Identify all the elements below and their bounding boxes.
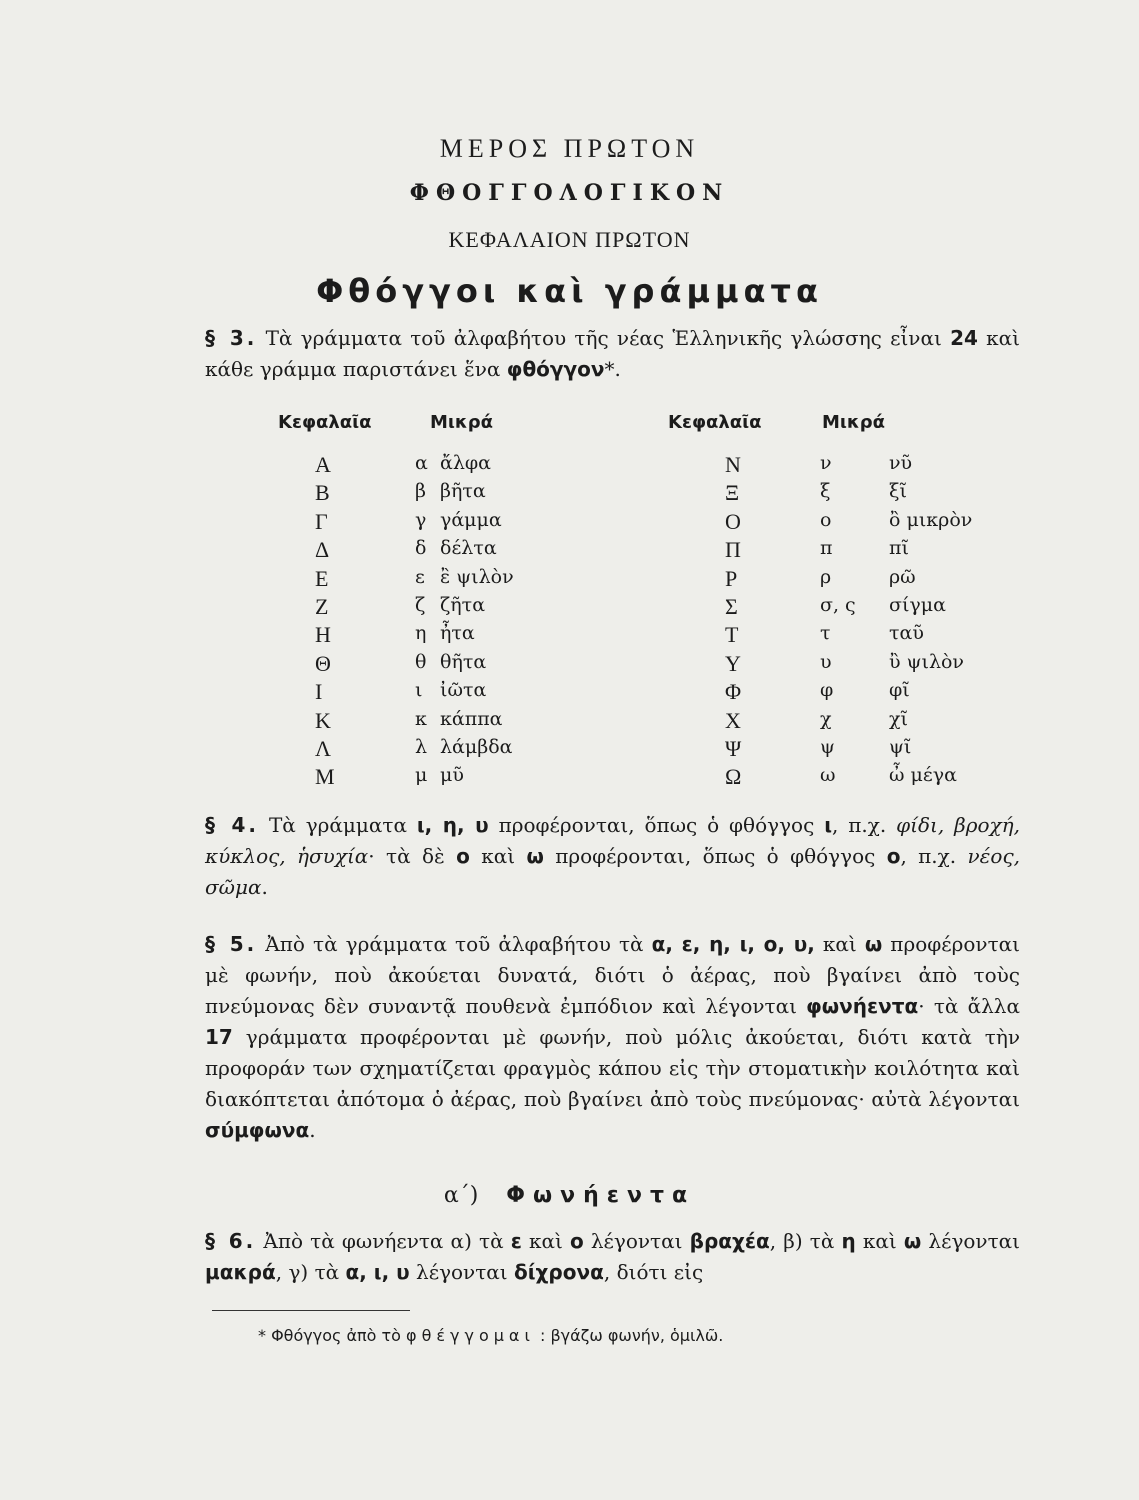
capital-letter-right: Ω bbox=[725, 764, 742, 790]
letter-name-right: ὒ ψιλὸν bbox=[889, 650, 964, 673]
header-capitals-left: Κεφαλαῖα bbox=[278, 412, 372, 433]
small-letter-right: υ bbox=[820, 650, 832, 673]
letter-name-right: ὦ μέγα bbox=[889, 764, 957, 787]
letter-name-left: γάμμα bbox=[440, 508, 502, 531]
subsection-heading: α΄) Φωνήεντα bbox=[443, 1183, 696, 1208]
capital-letter-left: Κ bbox=[315, 707, 331, 733]
capital-letter-left: Θ bbox=[315, 650, 331, 676]
header-small-right: Μικρά bbox=[822, 412, 885, 433]
capital-letter-left: Μ bbox=[315, 764, 335, 790]
letter-name-right: ρῶ bbox=[889, 565, 916, 588]
letter-name-right: ψῖ bbox=[889, 736, 912, 758]
capital-letter-left: Ε bbox=[315, 565, 329, 591]
letter-name-left: θῆτα bbox=[440, 650, 487, 673]
capital-letter-left: Γ bbox=[315, 508, 328, 534]
chapter-title: Φθόγγοι καὶ γράμματα bbox=[316, 272, 823, 310]
paragraph-5: § 5. Ἀπὸ τὰ γράμματα τοῦ ἀλφαβήτου τὰ α, ε, η, ι, ο, υ, καὶ ω προφέρονται μὲ φωνήν, ποὺ ἀκούεται δυνατά, διότι ὁ ἀέρας, ποὺ βγαίνει ἀπὸ τοὺς πνεύμονας δὲν συναντᾷ πουθενὰ ἐμπόδιον καὶ λέγονται φωνήεντα· τὰ ἄλλα 17 γράμματα προφέρονται μὲ φωνήν, ποὺ μόλις ἀκούεται, διότι κατὰ τὴν προφοράν των σχηματίζεται φραγμὸς κάπου εἰς τὴν στοματικὴν κοιλότητα καὶ διακόπτεται ἀπότομα ὁ ἀέρας, ποὺ βγαίνει ἀπὸ τοὺς πνεύμονας· αὐτὰ λέγονται σύμφωνα. bbox=[205, 932, 1020, 1142]
capital-letter-left: Β bbox=[315, 480, 330, 506]
small-letter-left: θ bbox=[415, 650, 427, 673]
small-letter-left: η bbox=[415, 622, 427, 645]
letter-name-right: νῦ bbox=[889, 452, 913, 474]
small-letter-right: χ bbox=[820, 707, 832, 730]
part-heading: ΜΕΡΟΣ ΠΡΩΤΟΝ bbox=[439, 134, 700, 163]
small-letter-left: δ bbox=[415, 537, 427, 560]
small-letter-right: τ bbox=[820, 622, 831, 645]
footnote: * Φθόγγος ἀπὸ τὸ φθέγγομαι : βγάζω φωνήν, ὁμιλῶ. bbox=[258, 1326, 724, 1345]
footnote-divider bbox=[212, 1310, 410, 1311]
paragraph-number: § 5. bbox=[205, 932, 258, 956]
small-letter-left: ι bbox=[415, 679, 423, 702]
paragraph-number: § 3. bbox=[205, 326, 258, 350]
section-heading: ΦΘΟΓΓΟΛΟΓΙΚΟΝ bbox=[409, 180, 730, 206]
chapter-heading: ΚΕΦΑΛΑΙΟΝ ΠΡΩΤΟΝ bbox=[448, 227, 691, 252]
letter-name-right: χῖ bbox=[889, 707, 908, 730]
capital-letter-left: Η bbox=[315, 622, 331, 648]
small-letter-right: ρ bbox=[820, 565, 832, 588]
capital-letter-right: Φ bbox=[725, 679, 742, 705]
capital-letter-right: Π bbox=[725, 537, 741, 563]
paragraph-6: § 6. Ἀπὸ τὰ φωνήεντα α) τὰ ε καὶ ο λέγονται βραχέα, β) τὰ η καὶ ω λέγονται μακρά, γ) τὰ α, ι, υ λέγονται δίχρονα, διότι εἰς bbox=[205, 1229, 1021, 1284]
capital-letter-right: Σ bbox=[725, 594, 738, 619]
small-letter-left: ε bbox=[415, 565, 425, 588]
paragraph-number: § 6. bbox=[205, 1229, 257, 1253]
small-letter-left: α bbox=[415, 452, 428, 474]
letter-name-left: ἰῶτα bbox=[440, 679, 487, 702]
paragraph-3: § 3. Τὰ γράμματα τοῦ ἀλφαβήτου τῆς νέας Ἑλληνικῆς γλώσσης εἶναι 24 καὶ κάθε γράμμα παριστάνει ἕνα φθόγγον*. bbox=[205, 326, 1020, 381]
letter-name-left: ἄλφα bbox=[440, 452, 492, 474]
small-letter-right: ξ bbox=[820, 480, 831, 503]
capital-letter-left: Δ bbox=[315, 537, 330, 563]
capital-letter-right: Ψ bbox=[725, 736, 742, 761]
small-letter-left: β bbox=[415, 480, 426, 503]
letter-name-left: κάππα bbox=[440, 707, 503, 730]
capital-letter-right: Τ bbox=[725, 622, 739, 648]
letter-name-right: ὂ μικρὸν bbox=[889, 508, 973, 531]
small-letter-right: π bbox=[820, 537, 833, 560]
letter-name-right: ταῦ bbox=[889, 622, 924, 645]
letter-name-left: ἦτα bbox=[440, 622, 475, 645]
capital-letter-left: Ζ bbox=[315, 594, 329, 619]
letter-name-left: δέλτα bbox=[440, 537, 497, 560]
capital-letter-right: Ξ bbox=[725, 480, 740, 506]
capital-letter-left: Λ bbox=[315, 736, 331, 761]
letter-name-right: πῖ bbox=[889, 537, 909, 560]
small-letter-right: ο bbox=[820, 508, 832, 531]
capital-letter-right: Ν bbox=[725, 452, 741, 477]
capital-letter-right: Ρ bbox=[725, 565, 738, 591]
small-letter-left: κ bbox=[415, 707, 427, 730]
capital-letter-left: Α bbox=[315, 452, 331, 477]
letter-name-left: λάμβδα bbox=[440, 736, 513, 758]
small-letter-right: ν bbox=[820, 452, 832, 474]
letter-name-right: φῖ bbox=[889, 679, 910, 702]
letter-name-right: σίγμα bbox=[889, 594, 946, 616]
paragraph-number: § 4. bbox=[205, 813, 260, 837]
letter-name-left: βῆτα bbox=[440, 480, 486, 503]
header-capitals-right: Κεφαλαῖα bbox=[668, 412, 762, 433]
capital-letter-right: Υ bbox=[725, 650, 741, 676]
small-letter-right: ω bbox=[820, 764, 836, 787]
letter-name-left: ἒ ψιλὸν bbox=[440, 565, 514, 588]
letter-name-left: ζῆτα bbox=[440, 594, 486, 616]
small-letter-left: ζ bbox=[415, 594, 426, 616]
paragraph-4: § 4. Τὰ γράμματα ι, η, υ προφέρονται, ὅπως ὁ φθόγγος ι, π.χ. φίδι, βροχή, κύκλος, ἡσυχία· τὰ δὲ ο καὶ ω προφέρονται, ὅπως ὁ φθόγγος ο, π.χ. νέος, σῶμα. bbox=[205, 813, 1021, 899]
small-letter-right: σ, ς bbox=[820, 594, 856, 616]
capital-letter-right: Ο bbox=[725, 508, 741, 534]
header-small-left: Μικρά bbox=[430, 412, 493, 433]
small-letter-left: λ bbox=[415, 736, 428, 758]
small-letter-left: γ bbox=[415, 508, 427, 531]
small-letter-right: ψ bbox=[820, 736, 835, 758]
small-letter-right: φ bbox=[820, 679, 834, 702]
small-letter-left: μ bbox=[415, 764, 428, 787]
letter-name-left: μῦ bbox=[440, 764, 464, 787]
letter-name-right: ξῖ bbox=[889, 480, 907, 503]
capital-letter-left: Ι bbox=[315, 679, 323, 705]
capital-letter-right: Χ bbox=[725, 707, 741, 733]
